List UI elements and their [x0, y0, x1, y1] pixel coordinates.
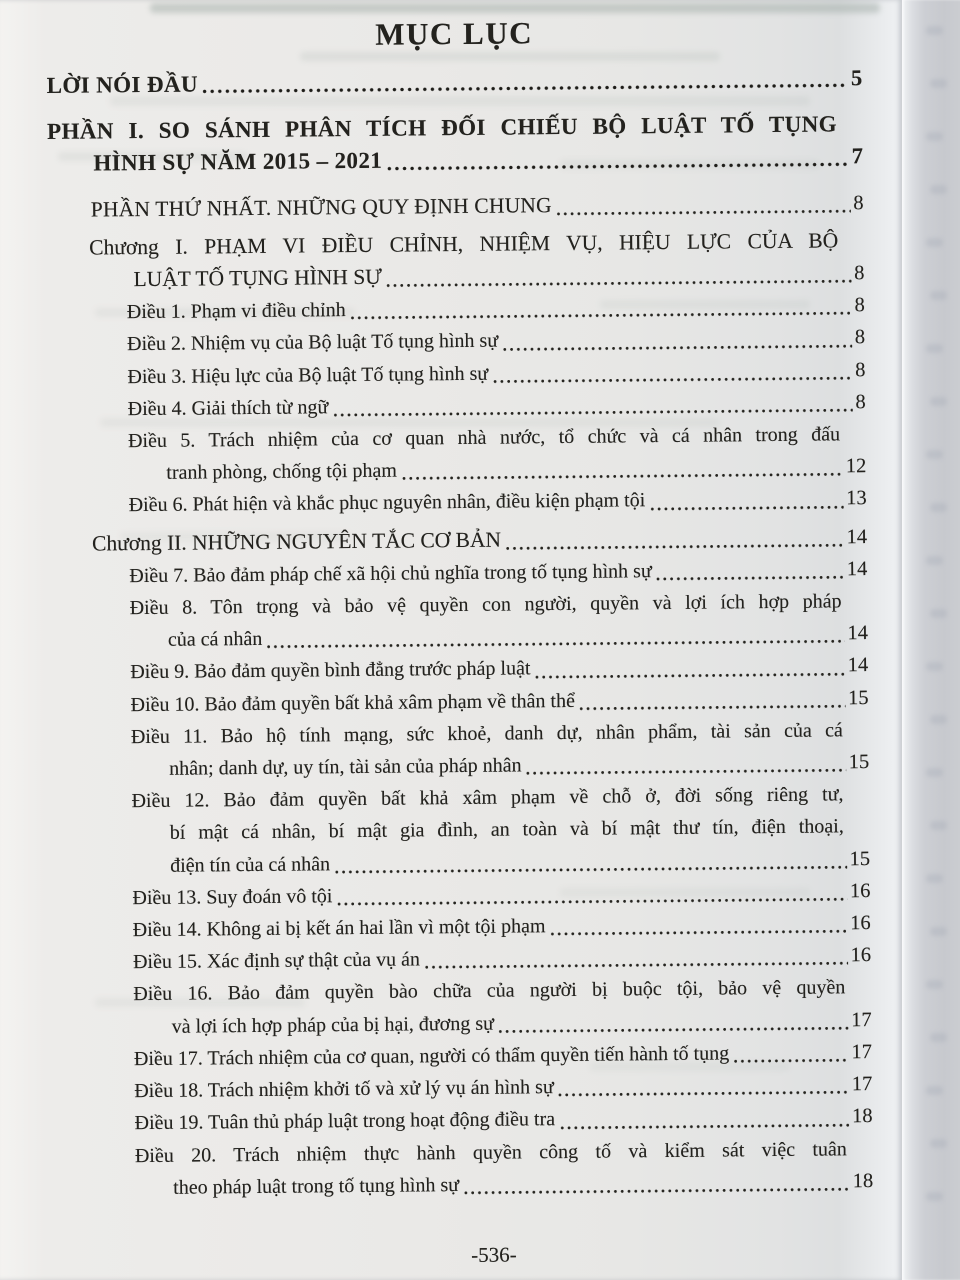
toc-line: Điều 16. Bảo đảm quyền bào chữa của người bị buộc tội, bảo vệ quyền [133, 976, 846, 1006]
toc-line: bí mật cá nhân, bí mật gia đình, an toàn và bí mật thư tín, điện thoại, [169, 815, 844, 845]
dot-leader [650, 505, 843, 511]
toc-page-number: 15 [847, 686, 869, 709]
dot-leader [560, 1123, 849, 1130]
toc-page-number: 12 [845, 455, 867, 478]
toc-entry-text: Điều 13. Suy đoán vô tội [132, 885, 333, 910]
toc-page-number: 5 [850, 65, 863, 91]
ghost-number-mark [926, 980, 943, 989]
dot-leader [337, 897, 847, 906]
toc-line: Chương I. PHẠM VI ĐIỀU CHỈNH, NHIỆM VỤ, HIỆU LỰC CỦA BỘ [89, 228, 839, 260]
toc-entry-text: Điều 18. Trách nhiệm khởi tố và xử lý vụ án hình sự [134, 1076, 554, 1103]
toc-page-number: 16 [849, 879, 871, 903]
ghost-number-mark [926, 874, 943, 883]
toc-entry-text: tranh phòng, chống tội phạm [166, 459, 397, 485]
dot-leader [351, 312, 852, 321]
toc-entry-text: Điều 2. Nhiệm vụ của Bộ luật Tố tụng hình sự [127, 330, 499, 356]
page-title: MỤC LỤC [375, 15, 534, 52]
toc-page-number: 14 [847, 654, 869, 677]
dot-leader [503, 344, 852, 351]
ghost-number-mark [926, 768, 943, 777]
toc-line: Điều 12. Bảo đảm quyền bất khả xâm phạm về chỗ ở, đời sống riêng tư, [131, 783, 844, 813]
dot-leader [335, 865, 847, 874]
toc-entry [48, 224, 865, 297]
dot-leader [536, 672, 845, 679]
toc-line [48, 186, 864, 227]
toc-entry-text: Điều 3. Hiệu lực của Bộ luật Tố tụng hình sự [127, 362, 489, 388]
toc-entry-text: PHẦN THỨ NHẤT. NHỮNG QUY ĐỊNH CHUNG [90, 192, 552, 222]
toc-line: Điều 8. Tôn trọng và bảo vệ quyền con người, quyền và lợi ích hợp pháp [129, 590, 842, 620]
toc-line: Điều 11. Bảo hộ tính mạng, sức khoẻ, danh dự, nhân phẩm, tài sản của cá [130, 719, 843, 749]
dot-leader [333, 408, 852, 417]
toc-entry-text: Chương II. NHỮNG NGUYÊN TẮC CƠ BẢN [91, 527, 502, 556]
ghost-number-mark [926, 238, 943, 247]
toc-page-number: 15 [848, 751, 870, 774]
ghost-number-mark [926, 662, 943, 671]
toc-entry-text: của cá nhân [167, 628, 263, 652]
dot-leader [387, 162, 849, 170]
dot-leader [559, 1091, 849, 1098]
toc-entry [47, 108, 864, 180]
toc-page-number: 17 [851, 1073, 873, 1096]
dot-leader [267, 640, 844, 650]
ghost-number-mark [926, 132, 943, 141]
ghost-number-mark [930, 185, 947, 194]
toc-entry-text: Điều 7. Bảo đảm pháp chế xã hội chủ nghĩa trong tố tụng hình sự [129, 560, 652, 588]
toc-page-number: 14 [846, 557, 868, 581]
ghost-number-mark [926, 1192, 943, 1201]
dot-leader [557, 209, 851, 216]
dot-leader [734, 1058, 848, 1063]
toc-list [46, 62, 873, 1205]
toc-page-number: 8 [855, 390, 866, 414]
ghost-number-mark [930, 397, 947, 406]
toc-line [57, 1165, 873, 1205]
dot-leader [527, 769, 846, 776]
toc-page-number: 17 [851, 1008, 872, 1031]
toc-entry-text: LỜI NÓI ĐẦU [46, 71, 199, 98]
toc-page-number: 16 [850, 912, 871, 935]
toc-entry [48, 186, 864, 227]
dot-leader [387, 279, 851, 287]
ghost-number-mark [926, 26, 943, 35]
dot-leader [493, 376, 852, 383]
dot-leader [506, 543, 844, 550]
toc-entry-text: Điều 17. Trách nhiệm của cơ quan, người có thẩm quyền tiến hành tố tụng [133, 1042, 730, 1071]
dot-leader [464, 1187, 850, 1195]
ghost-number-mark [930, 1033, 947, 1042]
toc-page-number: 8 [854, 262, 865, 285]
toc-page-number: 8 [854, 326, 866, 349]
dot-leader [551, 930, 848, 937]
toc-content [46, 12, 874, 1272]
toc-entry [53, 714, 870, 786]
toc-entry [55, 972, 872, 1044]
ghost-number-mark [926, 556, 943, 565]
toc-page-number: 16 [850, 944, 872, 967]
toc-line: Điều 20. Trách nhiệm thực hành quyền công tố và kiểm sát việc tuân [134, 1137, 847, 1167]
toc-page-number: 18 [852, 1169, 874, 1192]
toc-entry-text: HÌNH SỰ NĂM 2015 – 2021 [93, 148, 383, 176]
dot-leader [657, 575, 844, 581]
ghost-number-mark [930, 291, 947, 300]
toc-page-number: 7 [851, 143, 864, 169]
toc-entry [46, 62, 862, 102]
toc-page-number: 13 [846, 487, 867, 510]
ghost-number-mark [930, 1139, 947, 1148]
dot-leader [425, 962, 848, 970]
toc-entry-text: theo pháp luật trong tố tụng hình sự [173, 1173, 460, 1199]
toc-page-number: 8 [855, 358, 866, 381]
ghost-number-mark [926, 344, 943, 353]
toc-entry [53, 778, 870, 882]
toc-page-number: 18 [851, 1105, 873, 1128]
ghost-number-mark [930, 927, 947, 936]
ghost-number-mark [930, 821, 947, 830]
toc-entry-text: nhân; danh dự, uy tín, tài sản của pháp nhân [169, 754, 522, 780]
toc-entry-text: Điều 10. Bảo đảm quyền bất khả xâm phạm về thân thể [130, 689, 576, 716]
toc-entry-text: Điều 9. Bảo đảm quyền bình đẳng trước pháp luật [130, 657, 531, 684]
toc-line: PHẦN I. SO SÁNH PHÂN TÍCH ĐỐI CHIẾU BỘ LUẬT TỐ TỤNG [46, 111, 838, 145]
toc-page-number: 8 [853, 191, 864, 214]
toc-entry [51, 483, 867, 523]
ghost-number-mark [926, 450, 943, 459]
dot-leader [203, 83, 848, 93]
toc-entry [52, 585, 869, 657]
book-page-edge [902, 0, 960, 1280]
dot-leader [402, 473, 843, 481]
toc-entry [50, 418, 867, 490]
ghost-number-mark [926, 1086, 943, 1095]
folio-page-number: -536- [471, 1242, 517, 1267]
toc-page-number: 14 [846, 525, 868, 548]
toc-entry-text: Điều 4. Giải thích từ ngữ [127, 396, 329, 421]
ghost-number-mark [930, 609, 947, 618]
toc-entry-text: Điều 1. Phạm vi điều chỉnh [126, 299, 346, 324]
toc-page-number: 15 [849, 847, 871, 870]
toc-entry-text: điện tín của cá nhân [170, 852, 331, 877]
toc-line [46, 62, 862, 102]
dot-leader [580, 704, 845, 711]
toc-entry-text: LUẬT TỐ TỤNG HÌNH SỰ [133, 264, 383, 292]
ghost-number-mark [930, 503, 947, 512]
toc-entry [57, 1133, 874, 1205]
ghost-number-mark [930, 79, 947, 88]
toc-entry-text: Điều 19. Tuân thủ pháp luật trong hoạt động điều tra [134, 1108, 556, 1135]
toc-page-number: 8 [854, 294, 865, 317]
toc-entry-text: Điều 6. Phát hiện và khắc phục nguyên nhân, điều kiện phạm tội [128, 489, 646, 517]
ghost-number-mark [930, 715, 947, 724]
toc-entry-text: Điều 15. Xác định sự thật của vụ án [132, 948, 421, 974]
toc-entry-text: Điều 14. Không ai bị kết án hai lần vì một tội phạm [132, 915, 546, 942]
toc-line [47, 141, 863, 181]
toc-entry-text: và lợi ích hợp pháp của bị hại, đương sự [171, 1012, 495, 1038]
dot-leader [499, 1026, 848, 1033]
toc-line: Điều 5. Trách nhiệm của cơ quan nhà nước, tổ chức và cá nhân trong đấu [127, 423, 841, 453]
toc-page-number: 17 [851, 1040, 873, 1064]
toc-line [51, 483, 867, 523]
bleed-through-mark [150, 3, 880, 13]
toc-page-number: 14 [847, 622, 869, 645]
